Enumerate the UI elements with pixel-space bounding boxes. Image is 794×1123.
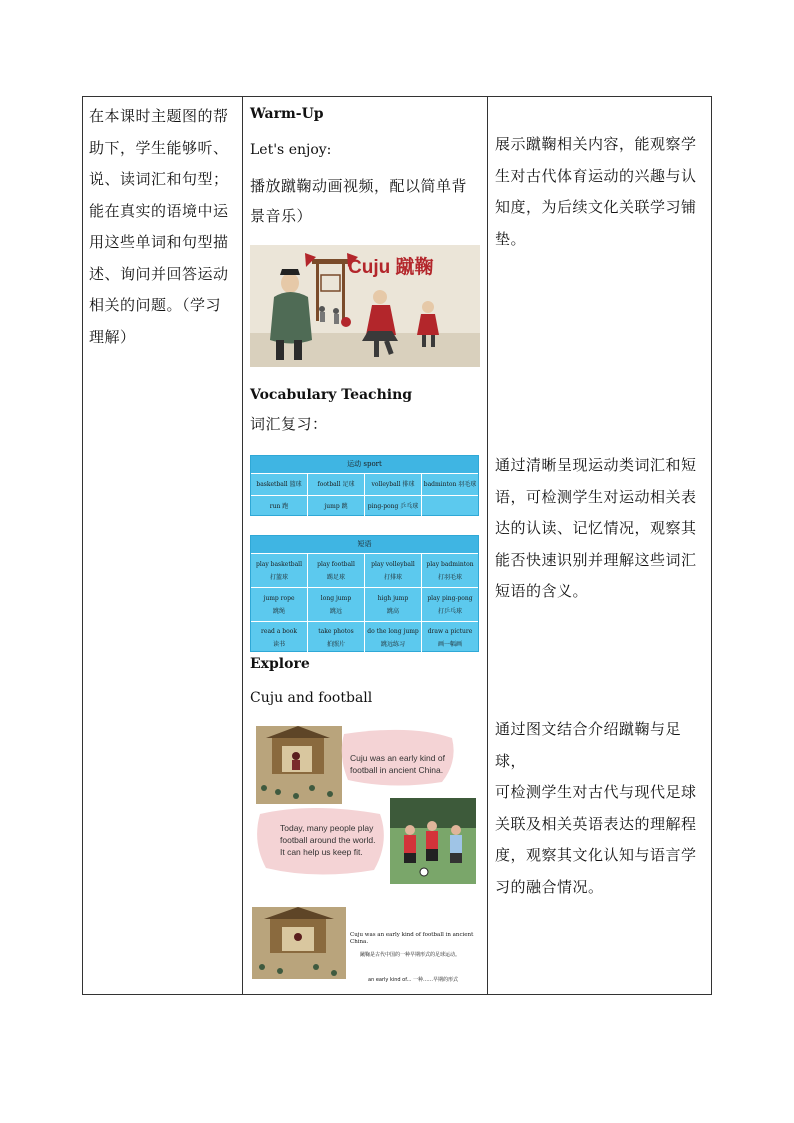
sport-vocab-table: [250, 455, 479, 516]
collage-graphic: [252, 722, 480, 888]
lets-enjoy-label: Let's enjoy:: [250, 142, 332, 158]
table-cell: jump rope 跳绳: [251, 588, 308, 621]
table-cell: play basketball 打篮球: [251, 554, 308, 587]
objective-text: 在本课时主题图的帮 助下，学生能够听、 说、读词汇和句型； 能在真实的语境中运 用这些单词和句型描 述、询问并回答运动 相关的问题。（学习 理解）: [89, 107, 229, 346]
table-row: [251, 588, 478, 622]
column-divider-2: [487, 97, 488, 994]
table-cell: badminton 羽毛球: [423, 481, 477, 488]
table-row: [251, 496, 478, 517]
table-cell: run 跑: [251, 496, 308, 517]
table-cell: draw a picture 画一幅画: [427, 628, 473, 648]
table-row: [251, 474, 478, 496]
cuju-illustration: [250, 245, 480, 367]
table-cell: [422, 496, 478, 517]
assessment-block-3: 通过图文结合介绍蹴鞠与足球， 可检测学生对古代与现代足球 关联及相关英语表达的理解程 度，观察其文化认知与语言学 习的融合情况。: [495, 720, 697, 896]
table-cell: volleyball 排球: [365, 474, 422, 495]
table-cell: football 足球: [308, 474, 365, 495]
slide-note: an early kind of... 一种……早期的形式: [368, 977, 458, 983]
warmup-title: Warm-Up: [250, 106, 324, 122]
cuju-football-collage: [252, 722, 480, 888]
slide-english: Cuju was an early kind of football in ancient China.: [350, 932, 474, 945]
bubble2-line3: It can help us keep fit.: [280, 847, 363, 857]
phrase-table-header: 短语: [251, 536, 478, 554]
cuju-banner-text: Cuju 蹴鞠: [348, 257, 434, 278]
table-cell: play ping-pong 打乒乓球: [427, 594, 473, 615]
explore-title: Explore: [250, 656, 310, 672]
bubble1-line2: football in ancient China.: [350, 765, 444, 775]
table-cell: read a book 读书: [251, 622, 308, 654]
vocab-title: Vocabulary Teaching: [250, 387, 413, 403]
table-cell: high jump 跳高: [365, 588, 422, 621]
bubble1-line1: Cuju was an early kind of: [350, 753, 445, 763]
bubble2-line2: football around the world.: [280, 835, 376, 845]
cuju-slide: [252, 905, 480, 990]
table-cell: long jump 跳远: [308, 588, 365, 621]
table-cell: do the long jump 跳远练习: [365, 622, 422, 654]
column-divider-1: [242, 97, 243, 994]
table-cell: play football 踢足球: [308, 554, 365, 587]
cuju-football-label: Cuju and football: [250, 690, 373, 706]
bubble2-line1: Today, many people play: [280, 823, 374, 833]
table-row: [251, 622, 478, 654]
table-cell: ping-pong 乒乓球: [365, 496, 422, 517]
table-cell: take photos 拍照片: [308, 622, 365, 654]
slide-chinese: 蹴鞠是古代中国的一种早期形式的足球运动。: [360, 952, 461, 958]
table-cell: jump 跳: [308, 496, 365, 517]
table-cell: play volleyball 打排球: [365, 554, 422, 587]
slide-painting-graphic: [252, 907, 346, 979]
assessment-block-2: 通过清晰呈现运动类词汇和短 语，可检测学生对运动相关表 达的认读、记忆情况，观察其 能否快速识别并理解这些词汇 短语的含义。: [495, 456, 697, 600]
vocab-review-label: 词汇复习：: [250, 415, 328, 433]
table-cell: basketball 篮球: [251, 474, 308, 495]
video-description: 播放蹴鞠动画视频，配以简单背 景音乐）: [250, 177, 468, 225]
cuju-scene-graphic: [250, 245, 480, 367]
table-cell: play badminton 打羽毛球: [426, 560, 474, 581]
sport-table-header: 运动 sport: [251, 456, 478, 474]
phrase-vocab-table: [250, 535, 479, 652]
assessment-block-1: 展示蹴鞠相关内容，能观察学 生对古代体育运动的兴趣与认 知度，为后续文化关联学习铺 垫。: [495, 135, 697, 248]
table-row: [251, 554, 478, 588]
